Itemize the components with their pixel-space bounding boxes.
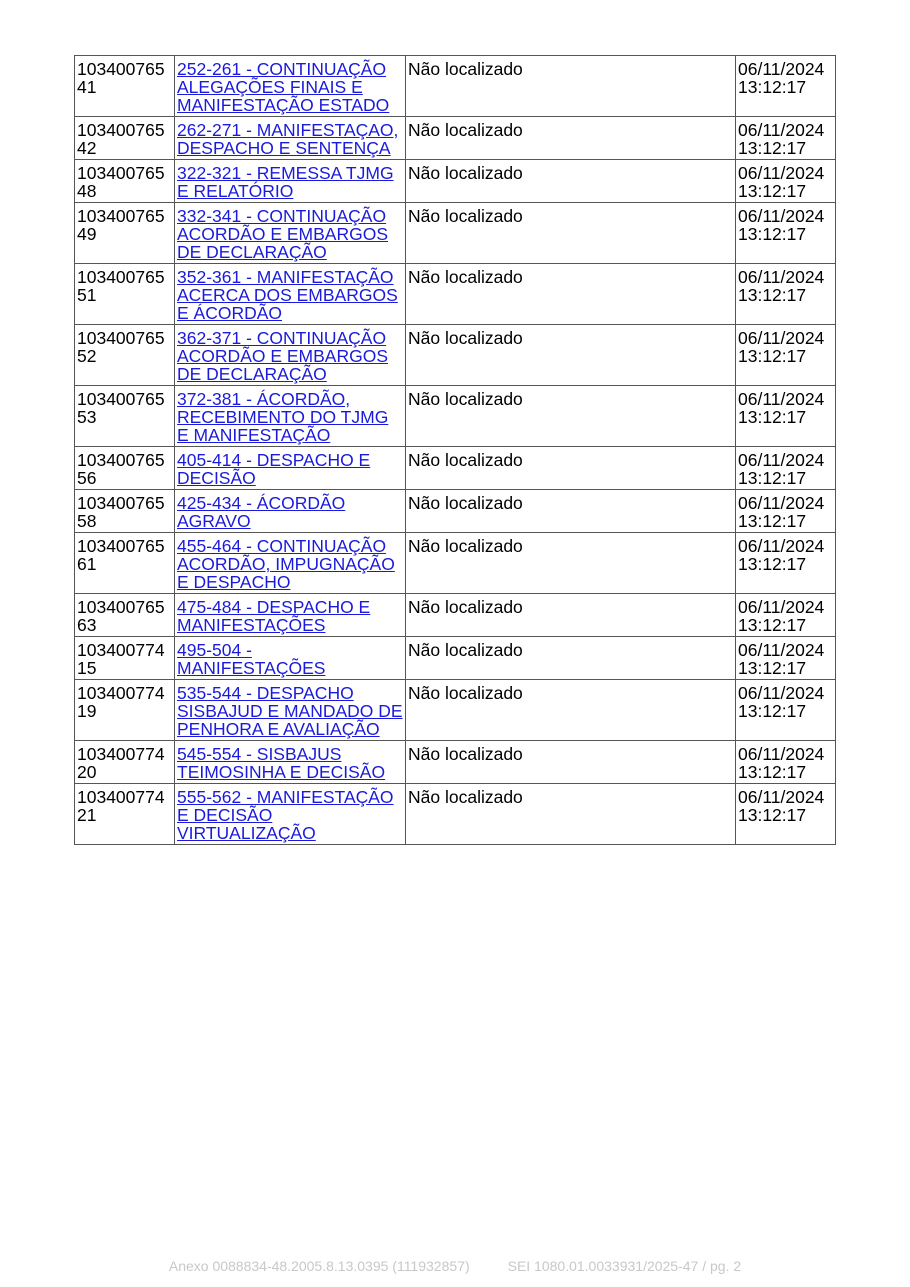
document-link-cell [175,533,406,594]
document-link-cell [175,490,406,533]
document-link[interactable]: 252-261 - CONTINUAÇÃO ALEGAÇÕES FINAIS E MANIFESTAÇÃO ESTADO [177,59,390,115]
document-id: 10340076563 [77,597,165,635]
table-row [75,325,836,386]
document-link[interactable]: 322-321 - REMESSA TJMG E RELATÓRIO [177,163,394,201]
status-text: Não localizado [408,206,523,226]
status-cell [406,680,736,741]
datetime-text: 06/11/2024 13:12:17 [738,744,825,782]
document-id: 10340076561 [77,536,165,574]
document-link[interactable]: 495-504 - MANIFESTAÇÕES [177,640,326,678]
datetime-text: 06/11/2024 13:12:17 [738,640,825,678]
document-id: 10340077419 [77,683,165,721]
documents-table [74,55,836,845]
document-id-cell [75,160,175,203]
page-footer [0,1258,910,1274]
datetime-cell [736,784,836,845]
datetime-cell [736,637,836,680]
status-text: Não localizado [408,163,523,183]
document-id-cell [75,741,175,784]
document-link[interactable]: 372-381 - ÁCORDÃO, RECEBIMENTO DO TJMG E MANIFESTAÇÃO [177,389,389,445]
document-id-cell [75,117,175,160]
document-link[interactable]: 362-371 - CONTINUAÇÃO ACORDÃO E EMBARGOS DE DECLARAÇÃO [177,328,389,384]
status-cell [406,741,736,784]
status-cell [406,325,736,386]
table-row [75,264,836,325]
datetime-cell [736,160,836,203]
document-id-cell [75,533,175,594]
status-text: Não localizado [408,536,523,556]
table-row [75,594,836,637]
table-row [75,784,836,845]
document-link-cell [175,386,406,447]
datetime-cell [736,490,836,533]
datetime-text: 06/11/2024 13:12:17 [738,389,825,427]
datetime-text: 06/11/2024 13:12:17 [738,163,825,201]
table-row [75,447,836,490]
status-cell [406,203,736,264]
document-id-cell [75,490,175,533]
datetime-text: 06/11/2024 13:12:17 [738,683,825,721]
footer-sei: SEI 1080.01.0033931/2025-47 / pg. 2 [507,1258,742,1274]
status-text: Não localizado [408,597,523,617]
document-link-cell [175,264,406,325]
datetime-text: 06/11/2024 13:12:17 [738,787,825,825]
document-link-cell [175,160,406,203]
datetime-cell [736,447,836,490]
datetime-text: 06/11/2024 13:12:17 [738,120,825,158]
datetime-text: 06/11/2024 13:12:17 [738,328,825,366]
document-id-cell [75,784,175,845]
document-link-cell [175,637,406,680]
document-id: 10340077420 [77,744,165,782]
table-row [75,490,836,533]
datetime-text: 06/11/2024 13:12:17 [738,536,825,574]
status-cell [406,594,736,637]
document-link[interactable]: 332-341 - CONTINUAÇÃO ACORDÃO E EMBARGOS DE DECLARAÇÃO [177,206,389,262]
status-text: Não localizado [408,267,523,287]
table-row [75,386,836,447]
document-link-cell [175,741,406,784]
status-cell [406,637,736,680]
document-link[interactable]: 405-414 - DESPACHO E DECISÃO [177,450,371,488]
datetime-cell [736,680,836,741]
document-link[interactable]: 555-562 - MANIFESTAÇÃO E DECISÃO VIRTUALIZAÇÃO [177,787,394,843]
document-link[interactable]: 425-434 - ÁCORDÃO AGRAVO [177,493,346,531]
document-link-cell [175,680,406,741]
status-cell [406,533,736,594]
document-link[interactable]: 535-544 - DESPACHO SISBAJUD E MANDADO DE PENHORA E AVALIAÇÃO [177,683,403,739]
datetime-text: 06/11/2024 13:12:17 [738,493,825,531]
document-link[interactable]: 455-464 - CONTINUAÇÃO ACORDÃO, IMPUGNAÇÃO E DESPACHO [177,536,395,592]
document-id: 10340076549 [77,206,165,244]
status-text: Não localizado [408,389,523,409]
document-id: 10340076542 [77,120,165,158]
datetime-cell [736,56,836,117]
document-id: 10340077415 [77,640,165,678]
datetime-text: 06/11/2024 13:12:17 [738,206,825,244]
document-id-cell [75,56,175,117]
table-row [75,203,836,264]
documents-table-body [75,56,836,845]
table-row [75,637,836,680]
document-link-cell [175,325,406,386]
document-id-cell [75,386,175,447]
datetime-cell [736,741,836,784]
status-text: Não localizado [408,683,523,703]
datetime-text: 06/11/2024 13:12:17 [738,450,825,488]
datetime-cell [736,386,836,447]
document-link[interactable]: 352-361 - MANIFESTAÇÃO ACERCA DOS EMBARGOS E ÁCORDÃO [177,267,398,323]
status-cell [406,490,736,533]
status-text: Não localizado [408,787,523,807]
status-cell [406,784,736,845]
document-id: 10340076551 [77,267,165,305]
datetime-cell [736,325,836,386]
document-link-cell [175,594,406,637]
document-id-cell [75,325,175,386]
document-id-cell [75,264,175,325]
status-cell [406,447,736,490]
status-cell [406,386,736,447]
document-link-cell [175,56,406,117]
status-text: Não localizado [408,640,523,660]
datetime-cell [736,264,836,325]
table-row [75,160,836,203]
datetime-text: 06/11/2024 13:12:17 [738,267,825,305]
document-id: 10340076553 [77,389,165,427]
table-row [75,533,836,594]
datetime-cell [736,533,836,594]
document-link[interactable]: 545-554 - SISBAJUS TEIMOSINHA E DECISÃO [177,744,386,782]
document-id-cell [75,637,175,680]
status-cell [406,160,736,203]
status-text: Não localizado [408,450,523,470]
footer-annex: Anexo 0088834-48.2005.8.13.0395 (111932857) [168,1258,470,1274]
document-link-cell [175,117,406,160]
status-text: Não localizado [408,120,523,140]
document-id: 10340076541 [77,59,165,97]
status-cell [406,117,736,160]
document-id: 10340076556 [77,450,165,488]
document-id: 10340076548 [77,163,165,201]
datetime-cell [736,203,836,264]
status-text: Não localizado [408,744,523,764]
document-id-cell [75,680,175,741]
table-row [75,741,836,784]
document-link-cell [175,447,406,490]
status-cell [406,56,736,117]
datetime-cell [736,594,836,637]
document-link[interactable]: 262-271 - MANIFESTAÇAO, DESPACHO E SENTENÇA [177,120,399,158]
status-cell [406,264,736,325]
table-row [75,117,836,160]
table-row [75,56,836,117]
document-link-cell [175,784,406,845]
datetime-text: 06/11/2024 13:12:17 [738,59,825,97]
status-text: Não localizado [408,328,523,348]
document-link-cell [175,203,406,264]
document-id-cell [75,447,175,490]
status-text: Não localizado [408,59,523,79]
document-id-cell [75,594,175,637]
document-id: 10340077421 [77,787,165,825]
datetime-cell [736,117,836,160]
document-id-cell [75,203,175,264]
document-link[interactable]: 475-484 - DESPACHO E MANIFESTAÇÕES [177,597,371,635]
table-row [75,680,836,741]
document-id: 10340076558 [77,493,165,531]
datetime-text: 06/11/2024 13:12:17 [738,597,825,635]
document-id: 10340076552 [77,328,165,366]
status-text: Não localizado [408,493,523,513]
